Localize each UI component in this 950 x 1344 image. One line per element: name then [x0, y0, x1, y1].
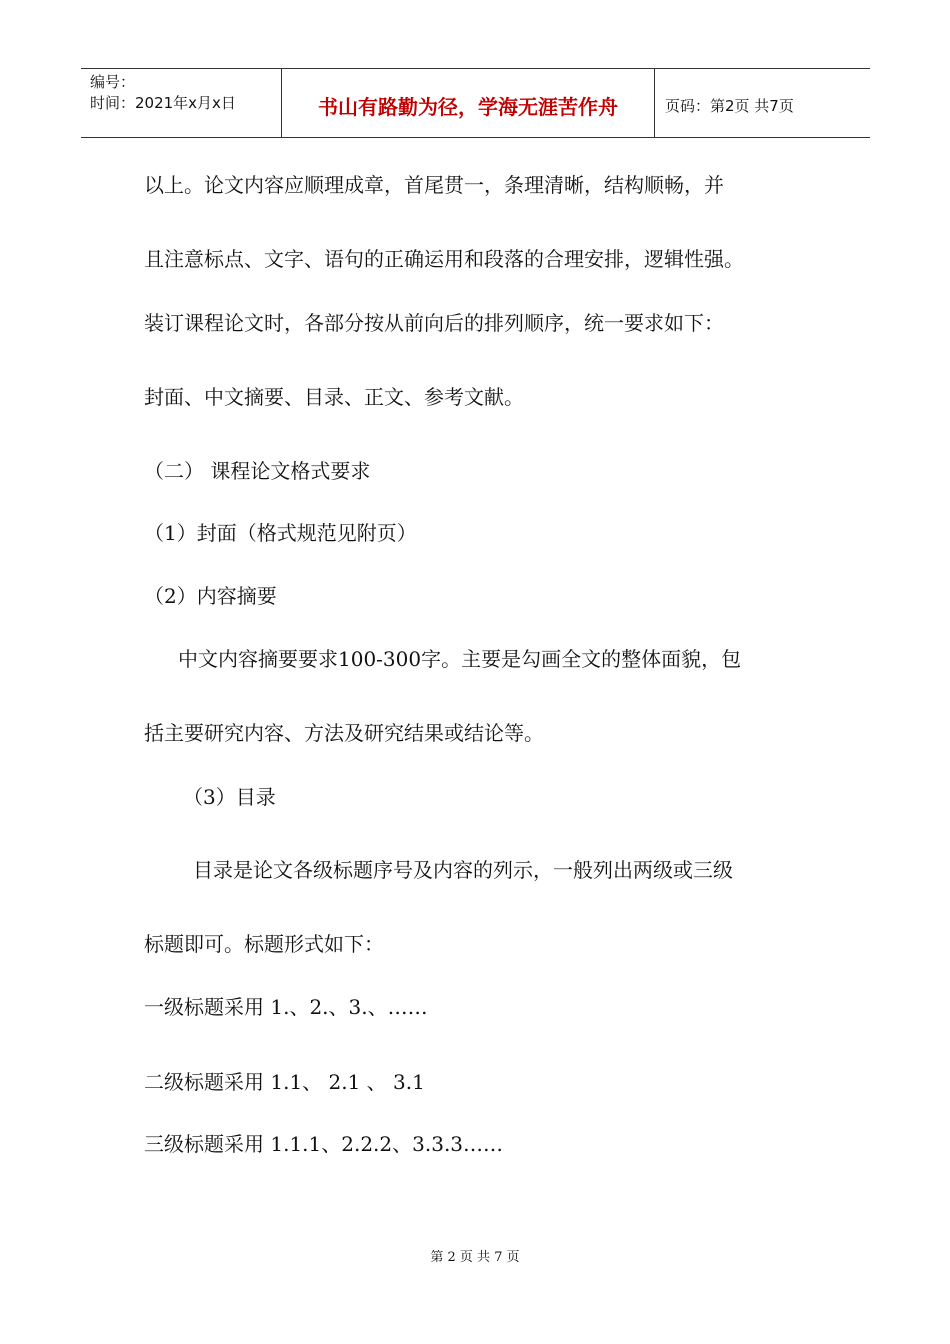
level-2-format: 二级标题采用 1.1、 2.1 、 3.1	[144, 1070, 425, 1094]
header-page-number: 页码：第2页 共7页	[665, 96, 794, 115]
section-heading-2: （二） 课程论文格式要求	[144, 459, 371, 483]
header-meta	[81, 69, 282, 137]
page-header	[81, 68, 870, 138]
level-3-format: 三级标题采用 1.1.1、2.2.2、3.3.3……	[144, 1132, 504, 1156]
item-abstract: （2）内容摘要	[144, 584, 277, 608]
body-line-4: 封面、中文摘要、目录、正文、参考文献。	[144, 385, 524, 409]
body-line-toc-1: 目录是论文各级标题序号及内容的列示，一般列出两级或三级	[193, 858, 733, 882]
body-line-abstract-2: 括主要研究内容、方法及研究结果或结论等。	[144, 721, 544, 745]
header-time: 时间：2021年x月x日	[90, 94, 236, 112]
level-1-format: 一级标题采用 1.、2.、3.、……	[144, 995, 428, 1019]
header-motto: 书山有路勤为径，学海无涯苦作舟	[282, 69, 655, 137]
body-line-abstract-1: 中文内容摘要要求100-300字。主要是勾画全文的整体面貌，包	[178, 647, 742, 671]
page-footer	[0, 1246, 950, 1265]
item-toc: （3）目录	[183, 785, 276, 809]
footer-page-number: 第 2 页 共 7 页	[430, 1250, 520, 1265]
body-line-1: 以上。论文内容应顺理成章，首尾贯一，条理清晰，结构顺畅，并	[144, 173, 724, 197]
body-line-3: 装订课程论文时，各部分按从前向后的排列顺序，统一要求如下：	[144, 311, 724, 335]
body-line-toc-2: 标题即可。标题形式如下：	[144, 932, 384, 956]
body-line-2: 且注意标点、文字、语句的正确运用和段落的合理安排，逻辑性强。	[144, 247, 744, 271]
item-cover: （1）封面（格式规范见附页）	[144, 521, 417, 545]
header-number: 编号：	[90, 73, 136, 91]
